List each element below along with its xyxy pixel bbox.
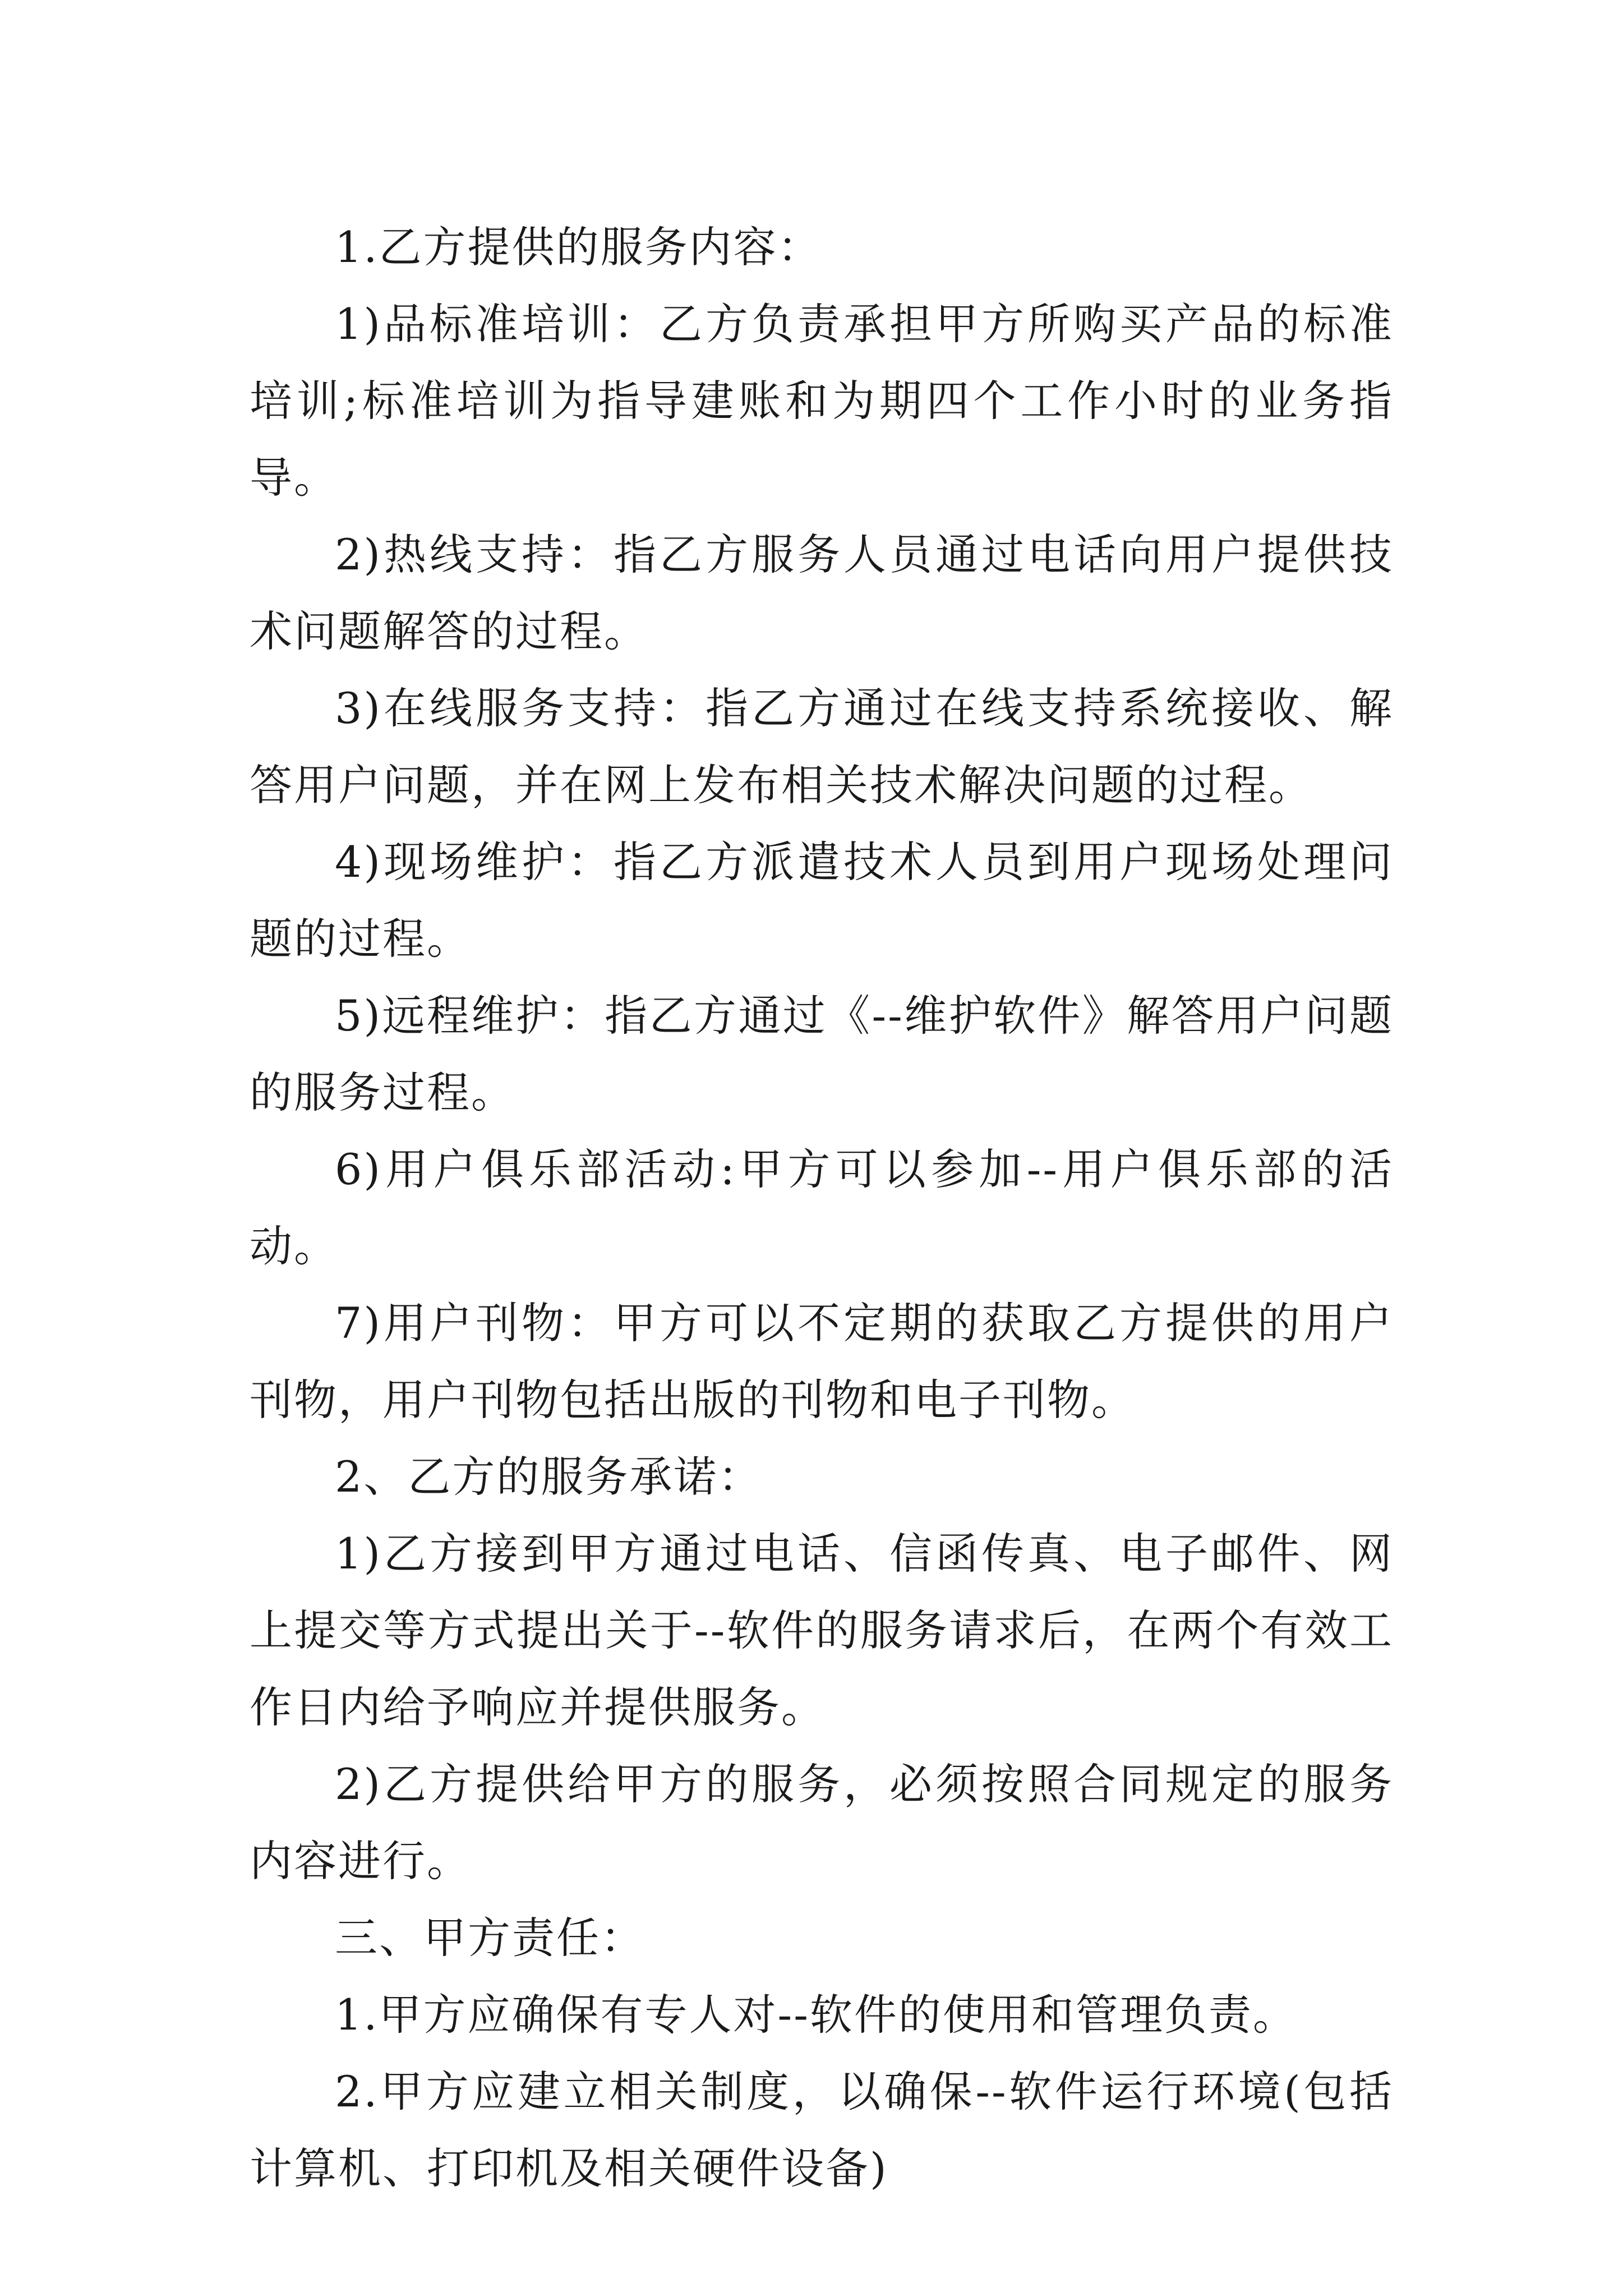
paragraph-onsite-maintenance: 4)现场维护：指乙方派遣技术人员到用户现场处理问题的过程。: [250, 837, 1394, 964]
paragraph-dedicated-person: 1.甲方应确保有专人对--软件的使用和管理负责。: [335, 1990, 1297, 2040]
paragraph-standard-training: 1)品标准培训：乙方负责承担甲方所购买产品的标准培训;标准培训为指导建账和为期四个工作小时的业务指导。: [250, 299, 1394, 503]
paragraph-party-a-responsibility-heading: 三、甲方责任：: [335, 1913, 645, 1963]
paragraph-online-support: 3)在线服务支持：指乙方通过在线支持系统接收、解答用户问题，并在网上发布相关技术解决问题的过程。: [250, 683, 1394, 810]
paragraph-user-club: 6)用户俱乐部活动:甲方可以参加--用户俱乐部的活动。: [250, 1144, 1394, 1271]
paragraph-service-content-heading: 1.乙方提供的服务内容：: [335, 222, 822, 272]
paragraph-response-commitment: 1)乙方接到甲方通过电话、信函传真、电子邮件、网上提交等方式提出关于--软件的服务请求后，在两个有效工作日内给予响应并提供服务。: [250, 1529, 1394, 1732]
paragraph-operating-environment: 2.甲方应建立相关制度，以确保--软件运行环境(包括计算机、打印机及相关硬件设备): [250, 2067, 1394, 2193]
paragraph-contract-scope: 2)乙方提供给甲方的服务，必须按照合同规定的服务内容进行。: [250, 1759, 1394, 1886]
paragraph-remote-maintenance: 5)远程维护：指乙方通过《--维护软件》解答用户问题的服务过程。: [250, 991, 1394, 1117]
paragraph-user-publications: 7)用户刊物：甲方可以不定期的获取乙方提供的用户刊物，用户刊物包括出版的刊物和电子刊物。: [250, 1298, 1394, 1425]
document-body: [250, 209, 1394, 2207]
paragraph-service-commitment-heading: 2、乙方的服务承诺：: [335, 1452, 763, 1502]
paragraph-hotline-support: 2)热线支持：指乙方服务人员通过电话向用户提供技术问题解答的过程。: [250, 530, 1394, 656]
